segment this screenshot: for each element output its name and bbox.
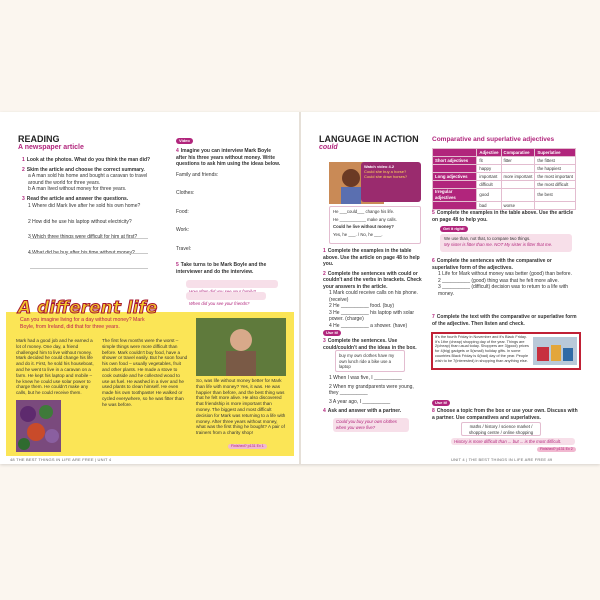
table-row (433, 157, 576, 165)
topics-box: maths / history / science market / shopping centre / online shopping (461, 422, 541, 436)
table-cell: difficult (477, 181, 501, 189)
comparative-q5: 5 Complete the examples in the table above. Use the article on page 48 to help you. (432, 210, 574, 223)
could-q2-2: 2 He __________ food. (buy) (329, 303, 395, 309)
finished-badge-right: Finished? p131 Ex 2 (537, 447, 576, 452)
could-q3-1: 1 When I was five, I __________ (329, 375, 402, 381)
q4-field-family: Family and friends: (176, 171, 219, 178)
table-cell: the best (535, 189, 576, 202)
table-header (433, 149, 477, 157)
table-row (433, 202, 576, 210)
table-cell: more important (501, 173, 535, 181)
reading-title: READING (18, 134, 60, 144)
video-questions-panel (361, 162, 421, 202)
could-q3-2: 2 When my grandparents were young, they __________ (329, 383, 414, 396)
right-page (301, 112, 600, 464)
ideas-box: buy my own clothes have my own lunch ride a bike use a laptop (335, 350, 405, 372)
language-title: LANGUAGE IN ACTION (319, 134, 419, 144)
table-cell: bad (477, 202, 501, 210)
article-column-2: The first few months were the worst – simple things were more difficult than before. Mark couldn't buy food, have a shower or travel easily. But he soon found his own food – usually vegetables, fruit and other plants. He made a stove to cook outside and he collected wood to use as fuel. He washed in a river and he used plants to clean himself. He even made his own toothpaste! He walked or cycled everywhere, so he was fitter than he was before. (102, 338, 188, 407)
table-cell: good (477, 189, 501, 202)
table-cell (501, 165, 535, 173)
q6-3: 3 __________ (difficult) decision was to return to a life with money. (438, 284, 568, 297)
comparative-q7: 7 Complete the text with the comparative or superlative form of the adjective. Then listen and check. (432, 314, 577, 327)
reading-subtitle: A newspaper article (18, 144, 84, 151)
could-q4: 4 Ask and answer with a partner. (323, 408, 402, 414)
article-title: A different life (18, 298, 158, 318)
table-row (433, 173, 576, 181)
could-q3: 3 Complete the sentences. Use could/couldn't and the ideas in the box. (323, 338, 417, 351)
comparative-q6: 6 Complete the sentences with the comparative or superlative form of the adjectives. 1 Life for Mark without money was better (good) than before. 2 __________ (good) thing was that he felt more alive. 3 __________ (difficult) decision was to return to a life with money. (432, 258, 578, 297)
table-row (433, 189, 576, 202)
finished-badge: Finished? p131 Ex 1 (228, 444, 267, 449)
example-bubble: When did you see your friends? (186, 292, 266, 300)
table-row (433, 181, 576, 189)
reading-q2b: b A man lived without money for three years. (28, 186, 127, 192)
table-cell: fit (477, 157, 501, 165)
table-header: Superlative (535, 149, 576, 157)
vegetables-photo (16, 400, 61, 452)
table-cell: Long adjectives (433, 173, 477, 181)
interview-exercise (176, 148, 282, 275)
left-page (0, 112, 299, 464)
table-cell: Irregular adjectives (433, 189, 477, 202)
reading-q3: 3 Read the article and answer the questions. (22, 195, 129, 202)
article-subtitle: Can you imagine living for a day without money? Mark Boyle, from Ireland, did that for three years. (20, 317, 145, 330)
comparative-table (432, 148, 576, 210)
man-photo (196, 318, 286, 376)
could-q2-3: 3 He __________ his laptop with solar power. (charge) (329, 309, 415, 322)
page-footer-left: 48 THE BEST THINGS IN LIFE ARE FREE | UNIT 4 (10, 457, 112, 462)
could-q1: 1 Complete the examples in the table above. Use the article on page 48 to help you. (323, 248, 420, 267)
video-q1: Could she buy a horse? (364, 169, 407, 174)
table-header: Comparative (501, 149, 535, 157)
article-column-1: Mark had a good job and he earned a lot of money. One day, a friend challenged him to live without money. Mark decided he could change his life and do it. First, he sold his houseboat, and he went to live in a caravan on a farm. He kept his laptop and mobile – he knew he could use solar power to charge them. He couldn't make any calls, but he could receive them. (16, 338, 94, 396)
language-subtitle: could (319, 144, 338, 151)
table-header-row (433, 149, 576, 157)
could-examples-table (329, 206, 421, 244)
video-label: Watch video 4.2 (364, 164, 395, 169)
q4-example-bubble: Could you buy your own clothes when you were five? (333, 418, 409, 432)
textbook-spread (0, 112, 600, 464)
answer-line (30, 253, 148, 254)
could-q2-1: 1 Mark could receive calls on his phone. (receive) (329, 290, 418, 303)
could-example-1: He ___could___ change his life. (333, 209, 395, 214)
table-cell: fitter (501, 157, 535, 165)
q4-field-clothes: Clothes: (176, 190, 195, 196)
q8-example-bubble: History is more difficult than ... but ... is the most difficult. (451, 438, 575, 445)
answer-line (30, 238, 148, 239)
could-q3-3: 3 A year ago, I __________ (329, 398, 391, 405)
use-it-badge-2: Use it! (432, 400, 450, 406)
q7-text: It's the fourth Friday in November and it's Black Friday. It's 1the (cheap) shopping day of the year. Things are 2(cheap) than usual today. Shoppers are 3(good) prices for 4(big) gadgets or 5(small) holiday gifts. In some countries Black Friday is 6(bad) day of the year. People wish to be 7(interested) in shopping than anything else. (435, 335, 529, 363)
table-cell: the most important (535, 173, 576, 181)
comparative-q8: 8 Choose a topic from the box or use your own. Discuss with a partner. Use comparatives and superlatives. (432, 408, 578, 421)
shopping-bags-icon (533, 337, 577, 365)
table-cell (535, 202, 576, 210)
could-q2: 2 Complete the sentences with could or couldn't and the verbs in brackets. Check your answers in the article. (323, 270, 422, 290)
table-cell (433, 165, 477, 173)
black-friday-text-box (431, 332, 581, 370)
reading-q1: 1 Look at the photos. What do you think the man did? (22, 157, 151, 163)
table-cell (501, 189, 535, 202)
reading-q3-2: 2 How did he use his laptop without electricity? (28, 218, 132, 225)
table-header: Adjective (477, 149, 501, 157)
example-bubble (186, 280, 278, 288)
man-bicycle-icon (196, 318, 286, 376)
could-example-3: Could he live without money? (333, 224, 394, 230)
q4-text: 4 Imagine you can interview Mark Boyle after his three years without money. Write questions to ask him using the ideas below. (176, 148, 281, 167)
table-row (433, 165, 576, 173)
video-badge: Video (176, 138, 193, 144)
table-cell: the fittest (535, 157, 576, 165)
shopping-photo (533, 337, 577, 365)
comparative-title: Comparative and superlative adjectives (432, 136, 555, 143)
reading-q3-3: 3 Which three things were difficult for him at first? (28, 234, 138, 240)
video-q2: Could she draw horses? (364, 174, 408, 179)
table-cell: happy (477, 165, 501, 173)
table-cell: the happiest (535, 165, 576, 173)
q4-field-work: Work: (176, 227, 189, 233)
use-it-badge: Use it! (323, 330, 341, 336)
article-column-3: So, was life without money better for Mark than life with money? Yes, it was. He was happier than before, and the best thing was that he felt more alive. He also discovered that friendship is more important than money. The biggest and most difficult decision for Mark was returning to a life with money. After three years without money, what was the first thing he bought? A pair of trainers from a charity shop! (196, 378, 286, 436)
table-cell: important (477, 173, 501, 181)
table-cell (501, 181, 535, 189)
q6-1: 1 Life for Mark without money was better (good) than before. (438, 271, 572, 277)
q6-2: 2 __________ (good) thing was that he felt more alive. (438, 277, 559, 284)
q4-field-food: Food: (176, 208, 189, 215)
reading-q3-1: 1 Where did Mark live after he sold his own home? (28, 203, 141, 209)
answer-line (30, 268, 148, 269)
table-cell: the most difficult (535, 181, 576, 189)
table-cell (433, 202, 477, 210)
reading-q2: 2 Skim the article and choose the correct summary. (22, 166, 145, 173)
q4-field-travel: Travel: (176, 245, 192, 252)
could-exercises (323, 248, 423, 329)
reading-exercises (22, 157, 154, 256)
page-footer-right: UNIT 4 | THE BEST THINGS IN LIFE ARE FREE 49 (451, 457, 553, 462)
table-cell: worse (501, 202, 535, 210)
table-cell: Short adjectives (433, 157, 477, 165)
get-it-right-box: We use than, not that, to compare two things. My sister is fitter than me. NOT My sister is fitter that me. (440, 234, 572, 252)
could-q2-4: 4 He __________ a shower. (have) (329, 322, 408, 329)
get-it-right-badge: Get it right! (440, 226, 468, 232)
q5-text: 5 Take turns to be Mark Boyle and the interviewer and do the interview. (176, 262, 267, 275)
could-example-4: Yes, he ___. / No, he ___. (333, 231, 383, 237)
vegetables-icon (16, 400, 61, 452)
table-cell (433, 181, 477, 189)
reading-q3-4: 4 What did he buy after his time without money? (28, 249, 135, 256)
could-q3-items (323, 375, 423, 415)
reading-q2a: a A man sold his home and bought a caravan to travel around the world for three years. (28, 173, 148, 186)
could-example-2: He ___________ make any calls. (333, 216, 397, 222)
